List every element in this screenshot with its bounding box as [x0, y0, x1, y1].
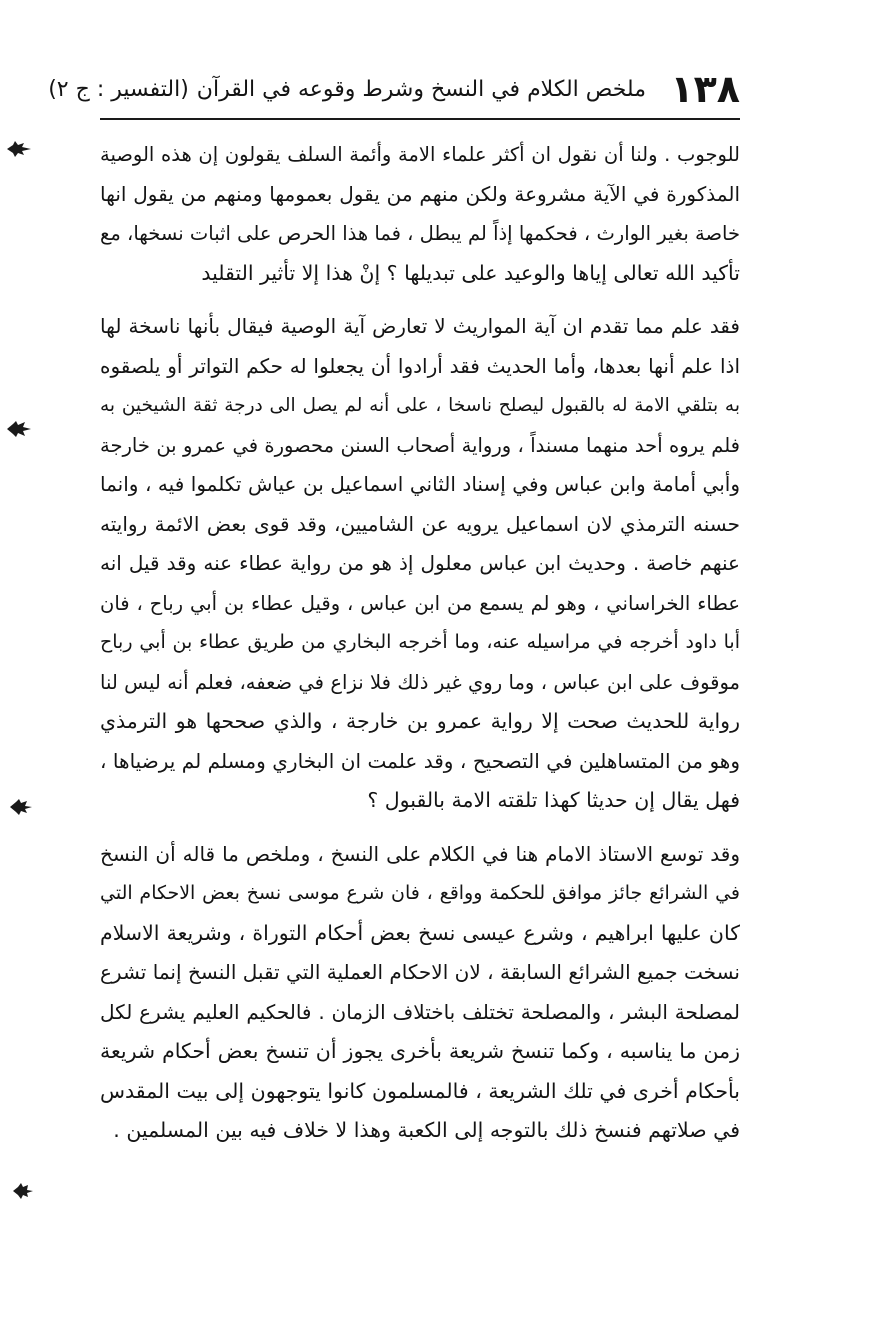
text-line: حسنه الترمذي لان اسماعيل يرويه عن الشاميين، وقد قوى بعض الائمة روايته: [100, 511, 740, 536]
text-line: خاصة بغير الوارث ، فحكمها إذاً لم يبطل ، فما هذا الحرص على اثبات نسخها، مع: [100, 222, 740, 245]
paragraph-2: [100, 307, 740, 821]
text-line: عطاء الخراساني ، وهو لم يسمع من ابن عباس ، وقيل عطاء بن أبي رباح ، فان: [100, 591, 740, 615]
text-line: وقد توسع الاستاذ الامام هنا في الكلام على النسخ ، وملخص ما قاله أن النسخ: [100, 841, 740, 866]
text-line: في الشرائع جائز موافق للحكمة وواقع ، فان شرع موسى نسخ بعض الاحكام التي: [100, 882, 740, 904]
header-rule: [100, 118, 740, 120]
paragraph-gap: [100, 821, 740, 835]
text-line: كان عليها ابراهيم ، وشرع عيسى نسخ بعض أحكام التوراة ، وشريعة الاسلام: [100, 920, 740, 945]
text-line: المذكورة في الآية مشروعة ولكن منهم من يقول بعمومها ومنهم من يقول انها: [100, 181, 740, 206]
page-number: ١٣٨: [670, 67, 740, 111]
text-line: فهل يقال إن حديثا كهذا تلقته الامة بالقبول ؟: [367, 788, 740, 812]
paragraph-1: [100, 135, 740, 293]
text-line: للوجوب . ولنا أن نقول ان أكثر علماء الامة وأئمة السلف يقولون إن هذه الوصية: [100, 143, 740, 166]
ink-blot-mark: [10, 1182, 36, 1200]
page-header: [48, 60, 740, 124]
ink-blot-mark: [6, 420, 32, 438]
text-line: وهو من المتساهلين في التصحيح ، وقد علمت ان البخاري ومسلم لم يرضياها ،: [100, 748, 740, 773]
text-line: به بتلقي الامة له بالقبول ليصلح ناسخا ، على أنه لم يصل الى درجة ثقة الشيخين به: [100, 395, 740, 416]
text-line: تأكيد الله تعالى إياها والوعيد على تبديلها ؟ إنْ هذا إلا تأثير التقليد: [201, 260, 740, 285]
text-line: موقوف على ابن عباس ، وما روي غير ذلك فلا نزاع في ضعفه، فعلم أنه ليس لنا: [100, 670, 740, 694]
text-line: رواية للحديث صحت إلا رواية عمرو بن خارجة ، والذي صححها هو الترمذي: [100, 709, 740, 733]
paragraph-gap: [100, 293, 740, 307]
running-title: [48, 74, 646, 106]
running-volume: (التفسير : ج ٢): [48, 77, 189, 102]
text-line: فلم يروه أحد منهما مسنداً ، ورواية أصحاب السنن محصورة في عمرو بن خارجة: [100, 433, 740, 457]
text-line: لمصلحة البشر ، والمصلحة تختلف باختلاف الزمان . فالحكيم العليم يشرع لكل: [100, 999, 740, 1024]
text-line: بأحكام أخرى في تلك الشريعة ، فالمسلمون كانوا يتوجهون إلى بيت المقدس: [100, 1078, 740, 1103]
text-line: نسخت جميع الشرائع السابقة ، لان الاحكام العملية التي تقبل النسخ إنما تشرع: [100, 960, 740, 984]
text-line: أبا داود أخرجه في مراسيله عنه، وما أخرجه البخاري من طريق عطاء بن أبي رباح: [100, 631, 740, 653]
ink-blot-mark: [6, 140, 32, 158]
text-line: زمن ما يناسبه ، وكما تنسخ شريعة بأخرى يجوز أن تنسخ بعض أحكام شريعة: [100, 1039, 740, 1063]
text-line: وأبي أمامة وابن عباس وفي إسناد الثاني اسماعيل بن عياش تكلموا فيه ، وانما: [100, 472, 740, 496]
text-line: فقد علم مما تقدم ان آية المواريث لا تعارض آية الوصية فيقال بأنها ناسخة لها: [100, 314, 740, 338]
text-line: اذا علم أنها بعدها، وأما الحديث فقد أرادوا أن يجعلوا له حكم التواتر أو يلصقوه: [100, 353, 740, 378]
text-line: عنهم خاصة . وحديث ابن عباس معلول إذ هو من رواية عطاء عنه وقد قيل انه: [100, 551, 740, 575]
running-title-text: ملخص الكلام في النسخ وشرط وقوعه في القرآن: [196, 77, 646, 102]
paragraph-3: [100, 835, 740, 1151]
text-line: في صلاتهم فنسخ ذلك بالتوجه إلى الكعبة وهذا لا خلاف فيه بين المسلمين .: [113, 1118, 740, 1142]
ink-blot-mark: [8, 798, 34, 816]
body-text: [100, 135, 740, 1151]
